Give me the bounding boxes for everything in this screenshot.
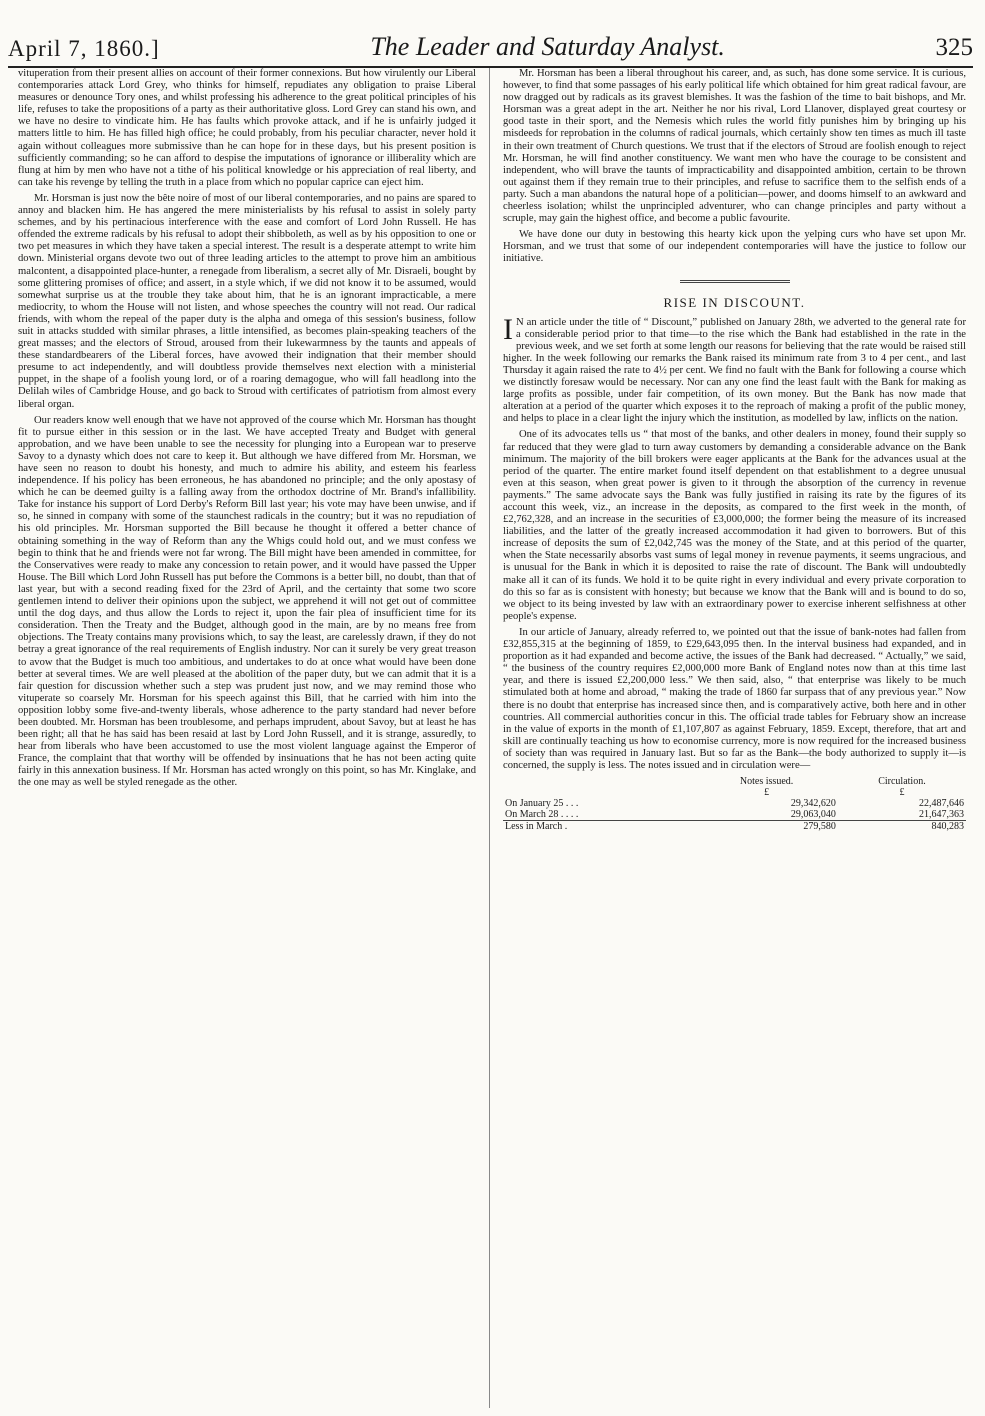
total-issued: 279,580: [695, 821, 838, 833]
col-header-issued: Notes issued.: [739, 776, 794, 788]
section-title: RISE IN DISCOUNT.: [663, 294, 806, 310]
right-column: [503, 68, 966, 832]
table-unit-row: [503, 787, 966, 798]
notes-issued-value: 29,063,040: [790, 809, 836, 821]
issue-date: April 7, 1860.]: [8, 36, 160, 61]
table-total-row: [503, 821, 966, 833]
column-rule: [489, 68, 490, 1408]
row-label: On March 28 . . . .: [505, 809, 579, 821]
table-row: [503, 809, 966, 821]
notes-table: [503, 776, 966, 832]
row-label: On January 25 . . .: [505, 798, 579, 810]
col-header-circulation: Circulation.: [878, 776, 926, 788]
article-paragraph-text: N an article under the title of “ Discount,” published on January 28th, we adverted to the general rate for a considerable period prior to that time—to the rise which the Bank had established in the rate in the previous week, and we set forth at some length our reasons for believing that the rate would be raised still higher. In the week following our remarks the Bank raised its minimum rate from 3 to 4 per cent., and last Thursday it again raised the rate to 4½ per cent. We find no fault with the Bank for following a course which we distinctly foresaw would be necessary. Nor can any one find the least fault with the Bank for making as large profits as possible, under fair competition, of its own money. But the Bank has now made that alteration at a period of the quarter which exposes it to the reproach of making a profit of the public money, and helps to place in a clear light the injury which the institution, as modelled by law, inflicts on the nation.: [503, 316, 966, 425]
left-column: [18, 68, 476, 794]
notes-issued-value: 29,342,620: [790, 798, 836, 810]
article-paragraph: Mr. Horsman has been a liberal throughout his career, and, as such, has done some service. It is curious, however, to find that some passages of his early political life which obtained for him great radical favour, are now dragged out by radicals as its gravest blemishes. It was the fashion of the time to bait bishops, and Mr. Horsman was a great adept in the art. Neither he nor his rival, Lord Llanover, displayed great courtesy or good taste in their sport, and the Nemesis which rules the world fitly punishes him by bringing up his misdeeds for reprobation in the columns of radical journals, which certainly show ten times as much ill taste in their own treatment of Church questions. We trust that if the electors of Stroud are foolish enough to reject Mr. Horsman, he will find another constituency. We want men who have the courage to be consistent and independent, who will brave the taunts of impracticability and disappointed ambition, certain to be thrown out against them if they remain true to their principles, and refuse to sacrifice them to the selfish ends of a party. Such a man abandons the natural hope of a politician—power, and dooms himself to an awkward and cheerless isolation; whilst the unprincipled adventurer, who can change principles and party without a scruple, may gain the highest office, and become a public favourite.: [503, 68, 966, 225]
unit-label: £: [764, 787, 770, 799]
total-circulation: 840,283: [838, 821, 966, 833]
page-number: 325: [935, 34, 973, 61]
article-paragraph: [503, 312, 966, 426]
table-header-row: [503, 776, 966, 787]
page-header: [8, 28, 973, 68]
drop-cap: I: [503, 312, 513, 346]
article-paragraph: In our article of January, already referred to, we pointed out that the issue of bank-notes had fallen from £32,855,315 at the beginning of 1859, to £29,643,095 then. In the interval business had expanded, and in proportion as it had expanded and become active, the issues of the Bank had decreased. “ Actually,” we said, “ the business of the country requires £2,000,000 more Bank of England notes now than at this time last year, and there is issued £2,200,000 less.” We then said, also, “ that enterprise was likely to be much stimulated both at home and abroad, “ making the trade of 1860 far surpass that of any previous year.” Now there is no doubt that enterprise has increased since then, and is comparatively active, both here and in other countries. All commercial authorities concur in this. The official trade tables for February show an increase in the value of exports in the month of £1,107,807 as against February, 1859. Except, therefore, that art and skill are continually teaching us how to economise currency, more is now required for the increased business of society than was required in January last. But so far as the Bank—the body authorized to supply it—is concerned, the supply is less. The notes issued and in circulation were—: [503, 626, 966, 771]
circulation-value: 21,647,363: [919, 809, 964, 821]
article-paragraph: Mr. Horsman is just now the bête noire of most of our liberal contemporaries, and no pains are spared to annoy and blacken him. He has angered the mere ministerialists by his refusal to assist in solely party schemes, and by his pertinacious interference with the ease and comfort of Lord John Russell. He has offended the extreme radicals by his refusal to adopt their shibboleth, as well as by his opposition to one or two pet measures in which they have taken a special interest. The result is a desperate attempt to write him down. Ministerial organs devote two out of three leading articles to the attempt to prove him an ambitious malcontent, a disappointed place-hunter, a renegade from liberalism, a secret ally of Mr. Disraeli, bought by some glittering promises of office; and assert, in a style which, if we did not know it to be assumed, would somewhat surprise us at the trouble they take about him, that he is an ignorant impracticable, a mere mediocrity, to whom the House will not listen, and whose speeches the country will not read. Our radical friends, with whom the repeal of the paper duty is the alpha and omega of this session's business, follow suit in attacks studded with similar phrases, a little intensified, as becomes plain-speaking teachers of the great masses; and the electors of Stroud, aroused from their lukewarmness by the taunts and appeals of these standardbearers of the Liberal forces, have avowed their indignation that their member should presume to act independently, and will doubtless provide themselves next election with a ministerial puppet, in the shape of a foolish young lord, or of a roaring demagogue, who will fall headlong into the Delilah wiles of Cambridge House, and go back to Stroud with certificates of patriotism from almost every liberal organ.: [18, 192, 476, 410]
article-paragraph: vituperation from their present allies on account of their former connexions. But how virulently our Liberal contemporaries attack Lord Grey, who thinks for himself, repudiates any obligation to praise Liberal measures or denounce Tory ones, and whilst professing his adherence to the great political principles of his life, refuses to take the propositions of a party as their authoritative gloss. Lord Grey can stand his own, and we have no desire to vindicate him. He has faults which provoke attack, and if he is unfairly judged it matters little to him. He has filled high office; he could probably, from his peculiar character, never hold it again without colleagues more submissive than he can hope for in these days, but his present position is sufficiently commanding; so he can afford to despise the imputations of ignorance or illiberality which are flung at him by men who have not a tithe of his political knowledge or his appreciation of real liberty, and can take his revenge by telling the truth in a place from which no popular caprice can eject him.: [18, 68, 476, 188]
article-paragraph: One of its advocates tells us “ that most of the banks, and other dealers in money, found their supply so far reduced that they were glad to turn away customers by demanding a considerable advance on the Bank minimum. The majority of the bill brokers were eager applicants at the Bank for the advances usual at the period of the quarter. The entire market found itself dependent on that establishment to a degree unusual even at this season, when great power is given to it through the absorption of the currency in revenue payments.” The same advocate says the Bank was fully justified in raising its rate by the figures of its account this week, viz., an increase in the deposits, as compared to the first week in the month, of £2,762,328, and an increase in the securities of £3,000,000; the former being the measure of its increased liabilities, and the latter of the greatly increased accommodation it had given to borrowers. But of this increase of deposits the sum of £2,042,745 was the money of the State, and at this period of the quarter, when the State necessarily absorbs vast sums of legal money in revenue payments, it seems ungracious, and is unusual for the Bank in which it is deposited to raise the rate of discount. The Bank will undoubtedly make all it can of its funds. We hold it to be quite right in every individual and every private corporation to do this so far as is consistent with honesty; but because we know that the Bank will and is bound to do so, we object to its being invested by law with an extraordinary power to exercise inherent selfishness at other people's expense.: [503, 429, 966, 622]
table-row: [503, 798, 966, 809]
article-paragraph: We have done our duty in bestowing this hearty kick upon the yelping curs who have set upon Mr. Horsman, and we trust that some of our independent contemporaries will have the justice to follow our initiative.: [503, 229, 966, 265]
total-label: Less in March .: [503, 821, 695, 833]
article-paragraph: Our readers know well enough that we have not approved of the course which Mr. Horsman has thought fit to pursue either in this session or in the last. We have accepted Treaty and Budget with general approbation, and we have been unable to see the necessity for plunging into a European war to preserve Savoy to a dynasty which does not care to keep it. But although we have differed from Mr. Horsman, we have seen no reason to doubt his honesty, and much to admire his ability, and esteem his fearless independence. If his policy has been erroneous, he has abandoned no principle; and the only apostasy of which he can be deemed guilty is a falling away from the orthodox doctrine of Mr. Brand's infallibility. Take for instance his support of Lord Derby's Reform Bill last year; his vote may have been unwise, and if so, he sinned in company with some of the staunchest radicals in the country; but it was no repudiation of his old principles. Mr. Horsman supported the Bill because he thought it offered a better chance of obtaining something in the way of Reform than any the Whigs could hold out, and we must confess we begin to think that he and friends were not far wrong. The Bill might have been amended in committee, for the Conservatives were ready to make any concession to retain power, and it would have passed the Upper House. The Bill which Lord John Russell has put before the Commons is a better bill, no doubt, than that of last year, but with a second reading fixed for the 23rd of April, and the certainty that some two score gentlemen intend to deliver their opinions upon the subject, we apprehend it will not get out of committee until the dog days, and thus allow the Lords to reject it, upon the fair plea of insufficient time for its consideration. Then the Treaty and the Budget, although good in the main, are by no means free from objections. The Treaty contains many provisions which, to say the least, are carelessly drawn, if they do not betray a great ignorance of the real requirements of English industry. Nor can it surely be very great treason to avow that the Budget is much too ambitious, and undertakes to do at once what would have been done better at several times. We are well pleased at the abolition of the paper duty, but we can admit that it is a fair question for discussion whether such a step was prudent just now, and we may remind those who vituperate so coarsely Mr. Horsman for his speech against this Bill, that he carried with him into the opposition lobby some five-and-twenty liberals, whose adherence to the party standard had never before been doubted. Mr. Horsman has been troublesome, and perhaps imprudent, about Savoy, but at least he has been right; all that he has said has been resaid at last by Lord John Russell, and it is strange, assuredly, to hear from liberals who have been accustomed to use the most violent language against the Emperor of France, the complaint that that worthy will be offended by insinuations that he has not been acting quite fairly in this annexation business. If Mr. Horsman has acted wrongly on this point, so has Mr. Kinglake, and the one may as well be styled renegade as the other.: [18, 414, 476, 789]
section-divider: [680, 280, 790, 283]
circulation-value: 22,487,646: [919, 798, 964, 810]
publication-title: The Leader and Saturday Analyst.: [370, 32, 725, 61]
unit-label: £: [899, 787, 905, 799]
